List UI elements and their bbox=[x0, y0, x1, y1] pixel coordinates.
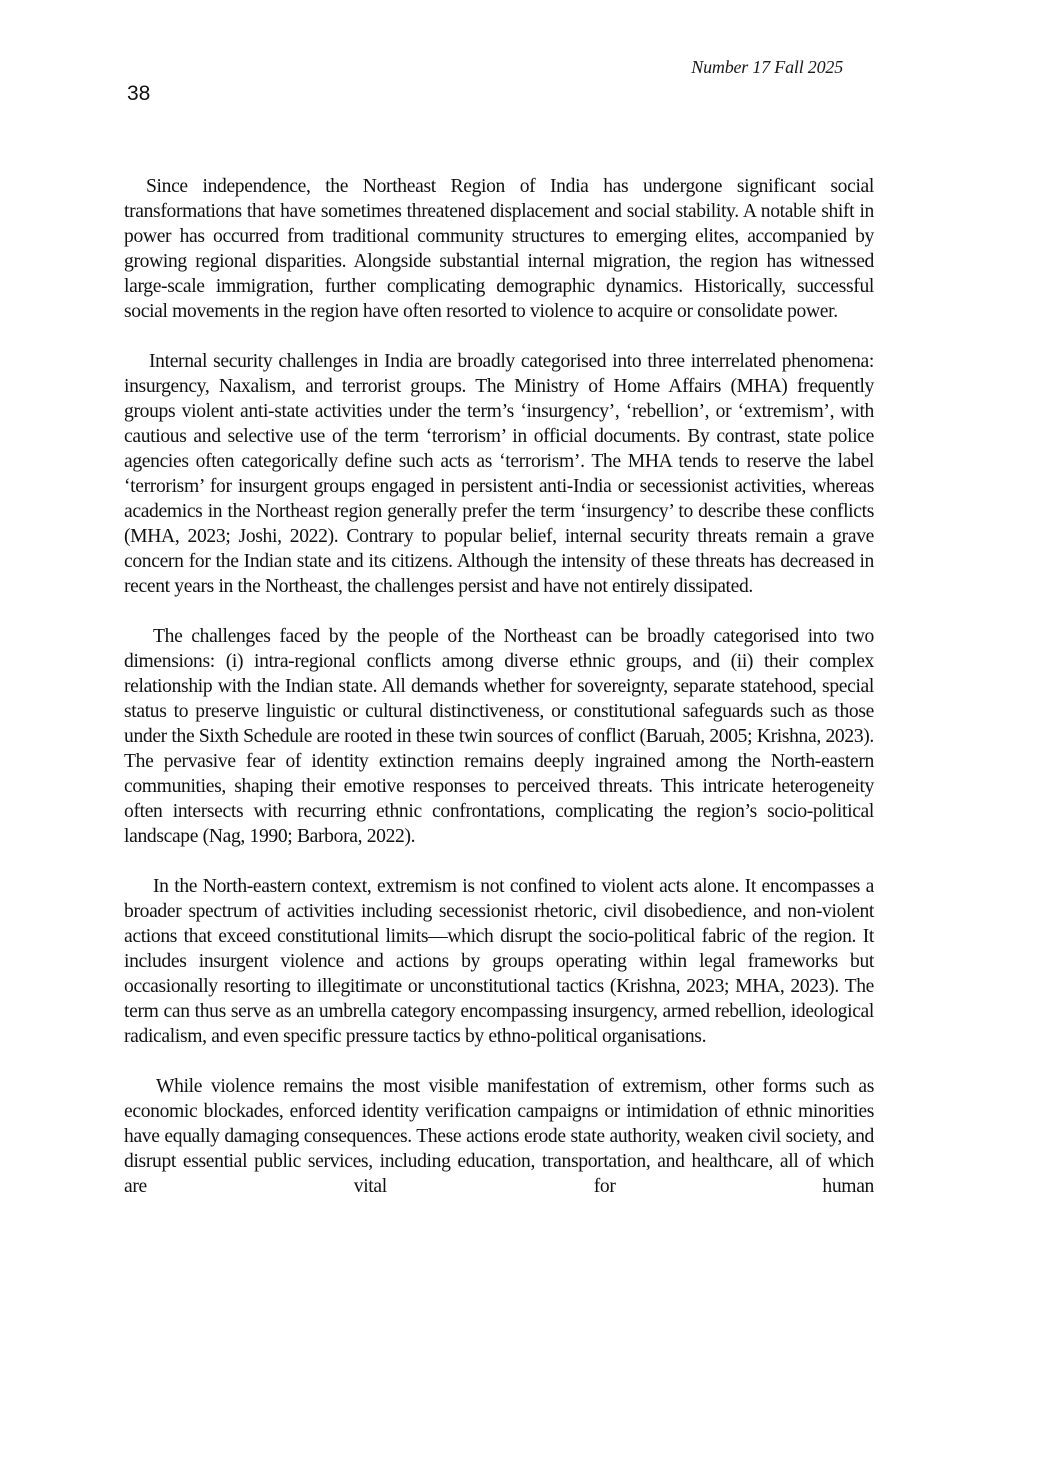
paragraph-3: The challenges faced by the people of the Northeast can be broadly categorised into two dimensions: (i) intra-regional conflicts among diverse ethnic groups, and (ii) their complex relationship with the Indian state. All demands whether for sovereignty, separate statehood, special status to preserve linguistic or cultural distinctiveness, or constitutional safeguards such as those under the Sixth Schedule are rooted in these twin sources of conflict (Baruah, 2005; Krishna, 2023). The pervasive fear of identity extinction remains deeply ingrained among the North-eastern communities, shaping their emotive responses to perceived threats. This intricate heterogeneity often intersects with recurring ethnic confrontations, complicating the region’s socio-political landscape (Nag, 1990; Barbora, 2022). bbox=[124, 626, 874, 847]
paragraph-1: Since independence, the Northeast Region of India has undergone significant social transformations that have sometimes threatened displacement and social stability. A notable shift in power has occurred from traditional community structures to emerging elites, accompanied by growing regional disparities. Alongside substantial internal migration, the region has witnessed large-scale immigration, further complicating demographic dynamics. Historically, successful social movements in the region have often resorted to violence to acquire or consolidate power. bbox=[124, 176, 874, 322]
paragraph-2: Internal security challenges in India are broadly categorised into three interrelated phenomena: insurgency, Naxalism, and terrorist groups. The Ministry of Home Affairs (MHA) frequently groups violent anti-state activities under the term’s ‘insurgency’, ‘rebellion’, or ‘extremism’, with cautious and selective use of the term ‘terrorism’ in official documents. By contrast, state police agencies often categorically define such acts as ‘terrorism’. The MHA tends to reserve the label ‘terrorism’ for insurgent groups engaged in persistent anti-India or secessionist activities, whereas academics in the Northeast region generally prefer the term ‘insurgency’ to describe these conflicts (MHA, 2023; Joshi, 2022). Contrary to popular belief, internal security threats remain a grave concern for the Indian state and its citizens. Although the intensity of these threats has decreased in recent years in the Northeast, the challenges persist and have not entirely dissipated. bbox=[124, 351, 874, 597]
body-text bbox=[124, 174, 874, 1224]
paragraph-5: While violence remains the most visible manifestation of extremism, other forms such as economic blockades, enforced identity verification campaigns or intimidation of ethnic minorities have equally damaging consequences. These actions erode state authority, weaken civil society, and disrupt essential public services, including education, transportation, and healthcare, all of which are vital for human bbox=[124, 1076, 874, 1197]
page-number: 38 bbox=[127, 82, 151, 105]
running-header: Number 17 Fall 2025 bbox=[691, 57, 843, 77]
paragraph-4: In the North-eastern context, extremism is not confined to violent acts alone. It encompasses a broader spectrum of activities including secessionist rhetoric, civil disobedience, and non-violent actions that exceed constitutional limits—which disrupt the socio-political fabric of the region. It includes insurgent violence and actions by groups operating within legal frameworks but occasionally resorting to illegitimate or unconstitutional tactics (Krishna, 2023; MHA, 2023). The term can thus serve as an umbrella category encompassing insurgency, armed rebellion, ideological radicalism, and even specific pressure tactics by ethno-political organisations. bbox=[124, 876, 874, 1047]
